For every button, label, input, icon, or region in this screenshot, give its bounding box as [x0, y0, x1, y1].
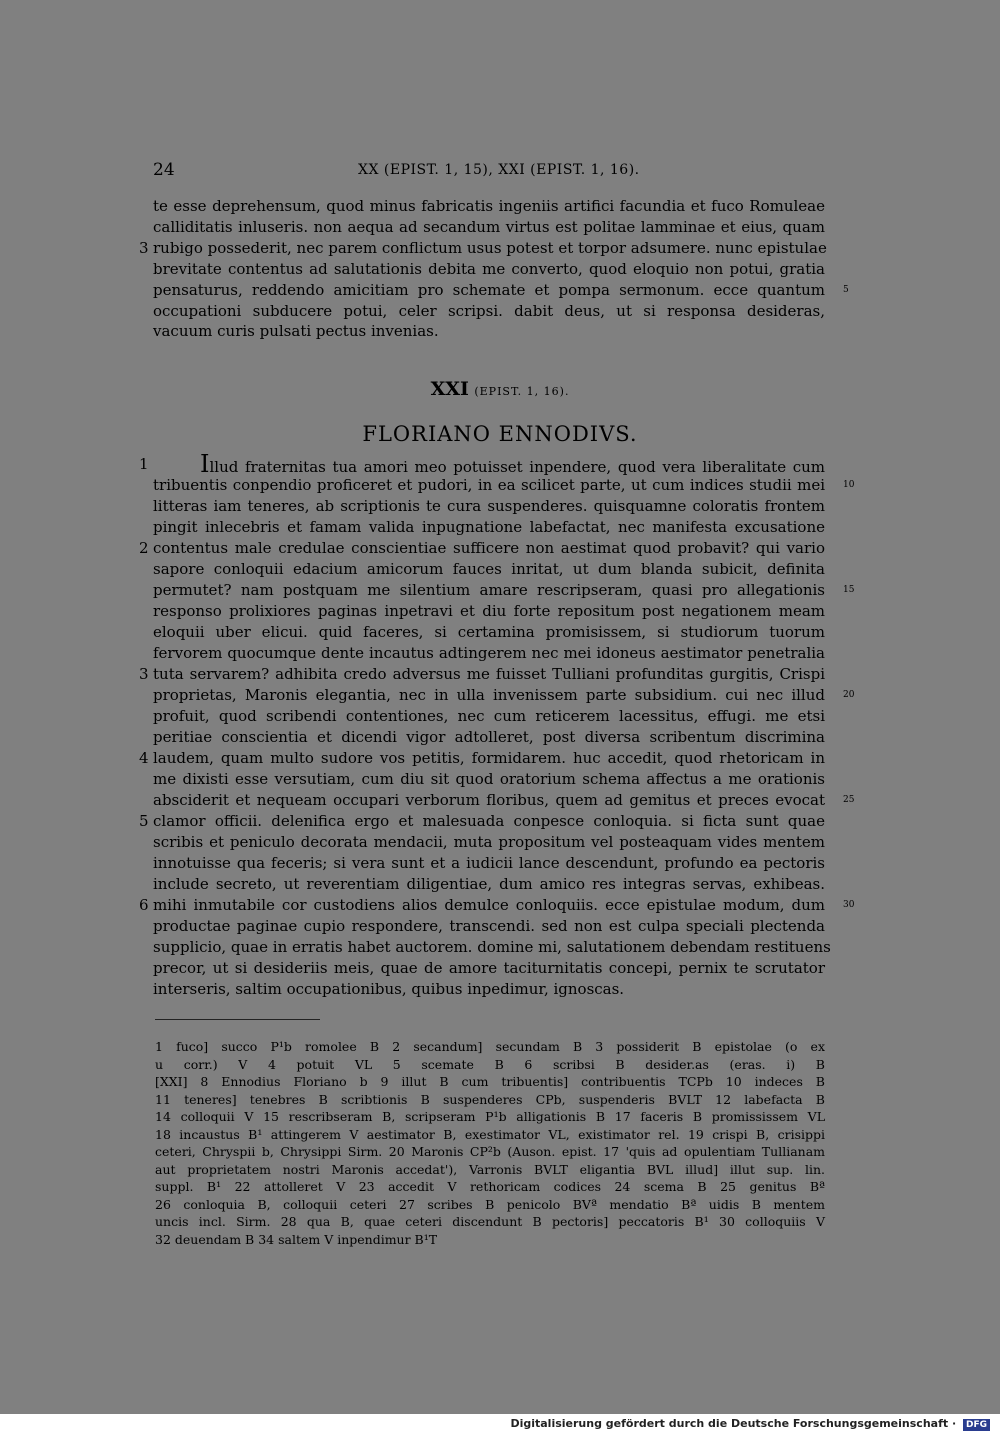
footnote-separator: [155, 1019, 320, 1020]
apparatus-line: ceteri, Chryspii b, Chrysippi Sirm. 20 Maronis CP²b (Auson. epist. 17 'quis ad opulentiam Tullianam: [155, 1144, 825, 1159]
text-line: interseris, saltim occupationibus, quibus inpedimur, ignoscas.: [153, 980, 625, 998]
text-line: innotuisse qua feceris; si vera sunt et a iudicii lance descendunt, profundo ea pectoris: [153, 854, 825, 872]
running-title: XX (EPIST. 1, 15), XXI (EPIST. 1, 16).: [358, 162, 640, 178]
text-line: responso prolixiores paginas inpetravi et diu forte repositum post negationem meam: [153, 602, 825, 620]
letter-reference: (EPIST. 1, 16).: [474, 385, 570, 398]
text-line: te esse deprehensum, quod minus fabricatis ingeniis artifici facundia et fuco Romuleae: [153, 197, 825, 215]
margin-line-number: 30: [843, 900, 855, 910]
text-line: clamor officii. delenifica ergo et malesuada conpesce conloquia. si ficta sunt quae: [153, 812, 825, 830]
text-line: productae paginae cupio respondere, transcendi. sed non est culpa speciali plectenda: [153, 917, 825, 935]
text-line: calliditatis inluseris. non aequa ad secandum virtus est politae lamminae et eius, quam: [153, 217, 825, 236]
letter-number: XXI: [430, 378, 469, 400]
text-line: tuta servarem? adhibita credo adversus me fuisset Tulliani profunditas gurgitis, Crispi: [153, 665, 825, 683]
text-line: me dixisti esse versutiam, cum diu sit quod oratorium schema affectus a me orationis: [153, 770, 825, 788]
margin-line-number: 5: [843, 284, 849, 295]
text-line: litteras iam teneres, ab scriptionis te cura suspenderes. quisquamne coloratis frontem: [153, 497, 825, 515]
text-line: permutet? nam postquam me silentium amare rescripseram, quasi pro allegationis: [153, 581, 825, 599]
text-line: occupationi subducere potui, celer scripsi. dabit deus, ut si responsa desideras,: [153, 301, 825, 320]
text-line: vacuum curis pulsati pectus invenias.: [153, 322, 439, 341]
text-line: profuit, quod scribendi contentiones, nec cum reticerem lacessitus, effugi. me etsi: [153, 707, 825, 725]
page-number: 24: [153, 160, 175, 180]
text-line: precor, ut si desideriis meis, quae de amore taciturnitatis concepi, pernix te scrutator: [153, 959, 825, 977]
text-line: brevitate contentus ad salutationis debita me converto, quod eloquio non potui, gratia: [153, 259, 825, 278]
text-line: proprietas, Maronis elegantia, nec in ulla invenissem parte subsidium. cui nec illud: [153, 686, 825, 704]
section-number: 2: [139, 539, 149, 557]
line-text: llud fraternitas tua amori meo potuisset inpendere, quod vera liberalitate cum: [209, 458, 825, 476]
margin-line-number: 15: [843, 585, 855, 595]
text-line: sapore conloquii edacium amicorum fauces inritat, ut dum blanda subicit, definita: [153, 560, 825, 578]
text-line: contentus male credulae conscientiae sufficere non aestimat quod probavit? qui vario: [153, 539, 825, 557]
funding-credit: Digitalisierung gefördert durch die Deutsche Forschungsgemeinschaft: [510, 1417, 949, 1430]
section-number: 6: [139, 896, 149, 914]
text-line: tribuentis conpendio proficeret et pudori, in ea scilicet parte, ut cum indices studii mei: [153, 476, 825, 494]
letter-address: FLORIANO ENNODIVS.: [362, 422, 638, 446]
apparatus-line: u corr.) V 4 potuit VL 5 scemate B 6 scribsi B desider.as (eras. i) B: [155, 1056, 825, 1072]
text-line: eloquii uber elicui. quid faceres, si certamina promisissem, si studiorum tuorum: [153, 623, 825, 641]
text-line: absciderit et nequeam occupari verborum floribus, quem ad gemitus et preces evocat: [153, 791, 825, 809]
margin-line-number: 10: [843, 480, 855, 490]
page-footer: Digitalisierung gefördert durch die Deutsche Forschungsgemeinschaft · DFG: [510, 1417, 990, 1431]
apparatus-line: uncis incl. Sirm. 28 qua B, quae ceteri discendunt B pectoris] peccatoris B¹ 30 colloquiis V: [155, 1214, 825, 1229]
section-number: 3: [139, 238, 149, 257]
text-line: [153, 450, 825, 478]
margin-line-number: 20: [843, 690, 855, 700]
dfg-logo: DFG: [963, 1419, 990, 1431]
section-number: 3: [139, 665, 149, 683]
apparatus-line: 26 conloquia B, colloquii ceteri 27 scribes B penicolo BVª mendatio Bª uidis B mentem: [155, 1196, 825, 1212]
text-line: include secreto, ut reverentiam diligentiae, dum amico res integras servas, exhibeas.: [153, 875, 825, 893]
apparatus-line: 1 fuco] succo P¹b romolee B 2 secandum] secundam B 3 possiderit B epistolae (o ex: [155, 1039, 825, 1054]
text-line: pensaturus, reddendo amicitiam pro schemate et pompa sermonum. ecce quantum: [153, 280, 825, 299]
apparatus-line: 11 teneres] tenebres B scribtionis B suspenderes CPb, suspenderis BVLT 12 labefacta B: [155, 1091, 825, 1107]
section-number: 5: [139, 812, 149, 830]
text-line: fervorem quocumque dente incautus adtingerem nec mei idoneus aestimator penetralia: [153, 644, 825, 662]
section-number: 4: [139, 749, 149, 767]
initial-letter: I: [200, 450, 210, 478]
apparatus-line: aut proprietatem nostri Maronis accedat'), Varronis BVLT eligantia BVL illud] illut sup. lin.: [155, 1161, 825, 1177]
apparatus-line: suppl. B¹ 22 attolleret V 23 accedit V rethoricam codices 24 scema B 25 genitus Bª: [155, 1179, 825, 1194]
letter-heading: [0, 378, 1000, 400]
text-line: mihi inmutabile cor custodiens alios demulce conloquiis. ecce epistulae modum, dum: [153, 896, 825, 914]
text-line: peritiae conscientia et dicendi vigor adtolleret, post diversa scribentum discrimina: [153, 728, 825, 746]
apparatus-line: 32 deuendam B 34 saltem V inpendimur B¹T: [155, 1231, 438, 1247]
text-line: scribis et peniculo decorata mendacii, muta propositum vel posteaquam vides mentem: [153, 833, 825, 851]
text-line: rubigo possederit, nec parem conflictum usus potest et torpor adsumere. nunc epistulae: [153, 238, 827, 257]
text-line: laudem, quam multo sudore vos petitis, formidarem. huc accedit, quod rhetoricam in: [153, 749, 825, 767]
section-number: 1: [139, 455, 149, 473]
apparatus-line: 18 incaustus B¹ attingerem V aestimator B, exestimator VL, existimator rel. 19 crispi B, crisippi: [155, 1126, 825, 1142]
text-line: pingit inlecebris et famam valida inpugnatione labefactat, nec manifesta excusatione: [153, 518, 825, 536]
text-line: supplicio, quae in erratis habet auctorem. domine mi, salutationem debendam restituens: [153, 938, 831, 956]
margin-line-number: 25: [843, 795, 855, 805]
running-header: [153, 160, 833, 182]
apparatus-line: [XXI] 8 Ennodius Floriano b 9 illut B cum tribuentis] contribuentis TCPb 10 indeces B: [155, 1074, 825, 1089]
apparatus-line: 14 colloquii V 15 rescribseram B, scripseram P¹b alligationis B 17 faceris B promississem VL: [155, 1109, 825, 1124]
